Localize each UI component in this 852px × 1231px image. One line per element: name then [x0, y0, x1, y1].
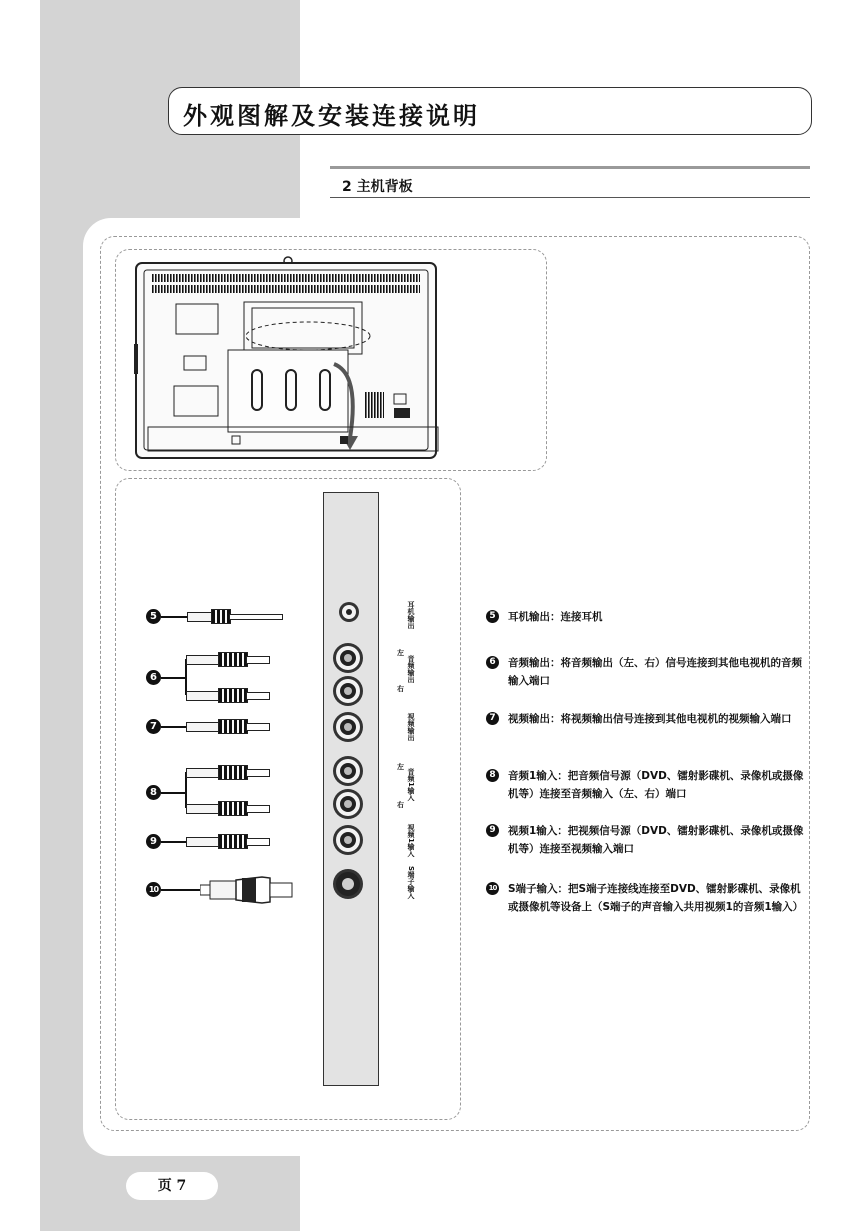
- section-title: 2 主机背板: [342, 179, 413, 195]
- s-video-plug: [200, 876, 296, 904]
- cable-lead-7: [161, 726, 187, 728]
- label-video-out: 视频输出: [407, 713, 415, 741]
- callout-marker-7: 7: [146, 719, 161, 734]
- audio-out-right-jack[interactable]: [333, 676, 363, 706]
- callout-marker-5: 5: [146, 609, 161, 624]
- label-audio1-in: 音频1输入: [407, 768, 415, 801]
- callout-desc-num-5: 5: [486, 610, 499, 623]
- label-video1-in: 视频1输入: [407, 824, 415, 857]
- callout-desc-9: [486, 822, 806, 858]
- label-headphone-out: 耳机输出: [407, 601, 415, 629]
- label-audio-out: 音频输出: [407, 655, 415, 683]
- cable-lead-9: [161, 841, 187, 843]
- callout-desc-text-10: S端子输入：把S端子连接线连接至DVD、镭射影碟机、录像机或摄像机等设备上（S端子的声音输入共用视频1的音频1输入）: [508, 883, 804, 913]
- rca-plug-8b: [186, 801, 296, 815]
- rca-plug-8a: [186, 765, 296, 779]
- rca-plug-6a: [186, 652, 296, 666]
- s-video-in-jack[interactable]: [333, 869, 363, 899]
- callout-marker-8: 8: [146, 785, 161, 800]
- section-rule-top: [330, 166, 810, 169]
- callout-marker-9: 9: [146, 834, 161, 849]
- callout-desc-num-7: 7: [486, 712, 499, 725]
- audio1-in-right-jack[interactable]: [333, 789, 363, 819]
- callout-desc-num-9: 9: [486, 824, 499, 837]
- cable-lead-10: [161, 889, 201, 891]
- audio-out-left-jack[interactable]: [333, 643, 363, 673]
- label-left-6: 左: [397, 649, 404, 657]
- headphone-jack[interactable]: [339, 602, 359, 622]
- video-out-jack[interactable]: [333, 712, 363, 742]
- callout-desc-text-9: 视频1输入：把视频信号源（DVD、镭射影碟机、录像机或摄像机等）连接至视频输入端口: [508, 825, 804, 855]
- label-left-8: 左: [397, 763, 404, 771]
- rca-plug-9: [186, 834, 296, 848]
- label-right-8: 右: [397, 801, 404, 809]
- callout-desc-8: [486, 767, 806, 803]
- rca-plug-7: [186, 719, 296, 733]
- page-title: 外观图解及安装连接说明: [183, 101, 480, 130]
- tv-rear-illustration: [128, 252, 448, 462]
- rca-plug-6b: [186, 688, 296, 702]
- callout-desc-num-8: 8: [486, 769, 499, 782]
- callout-marker-10: 10: [146, 882, 161, 897]
- page-number: 页 7: [126, 1172, 218, 1200]
- label-s-video-in: S端子输入: [407, 866, 415, 900]
- headphone-plug: [187, 609, 287, 623]
- callout-desc-5: [486, 608, 806, 626]
- callout-desc-text-5: 耳机输出：连接耳机: [508, 611, 603, 623]
- callout-marker-6: 6: [146, 670, 161, 685]
- title-banner: [168, 87, 812, 135]
- video1-in-jack[interactable]: [333, 825, 363, 855]
- callout-desc-text-8: 音频1输入：把音频信号源（DVD、镭射影碟机、录像机或摄像机等）连接至音频输入（左、右）端口: [508, 770, 804, 800]
- section-rule-bottom: [330, 197, 810, 198]
- callout-desc-num-6: 6: [486, 656, 499, 669]
- callout-desc-num-10: 10: [486, 882, 499, 895]
- label-right-6: 右: [397, 685, 404, 693]
- callout-desc-text-6: 音频输出：将音频输出（左、右）信号连接到其他电视机的音频输入端口: [508, 657, 802, 687]
- callout-desc-text-7: 视频输出：将视频输出信号连接到其他电视机的视频输入端口: [508, 713, 792, 725]
- audio1-in-left-jack[interactable]: [333, 756, 363, 786]
- callout-desc-10: [486, 880, 806, 916]
- cable-lead-5: [161, 616, 187, 618]
- callout-desc-7: [486, 710, 806, 728]
- callout-desc-6: [486, 654, 806, 690]
- cable-lead-8: [161, 792, 185, 794]
- cable-lead-6: [161, 677, 185, 679]
